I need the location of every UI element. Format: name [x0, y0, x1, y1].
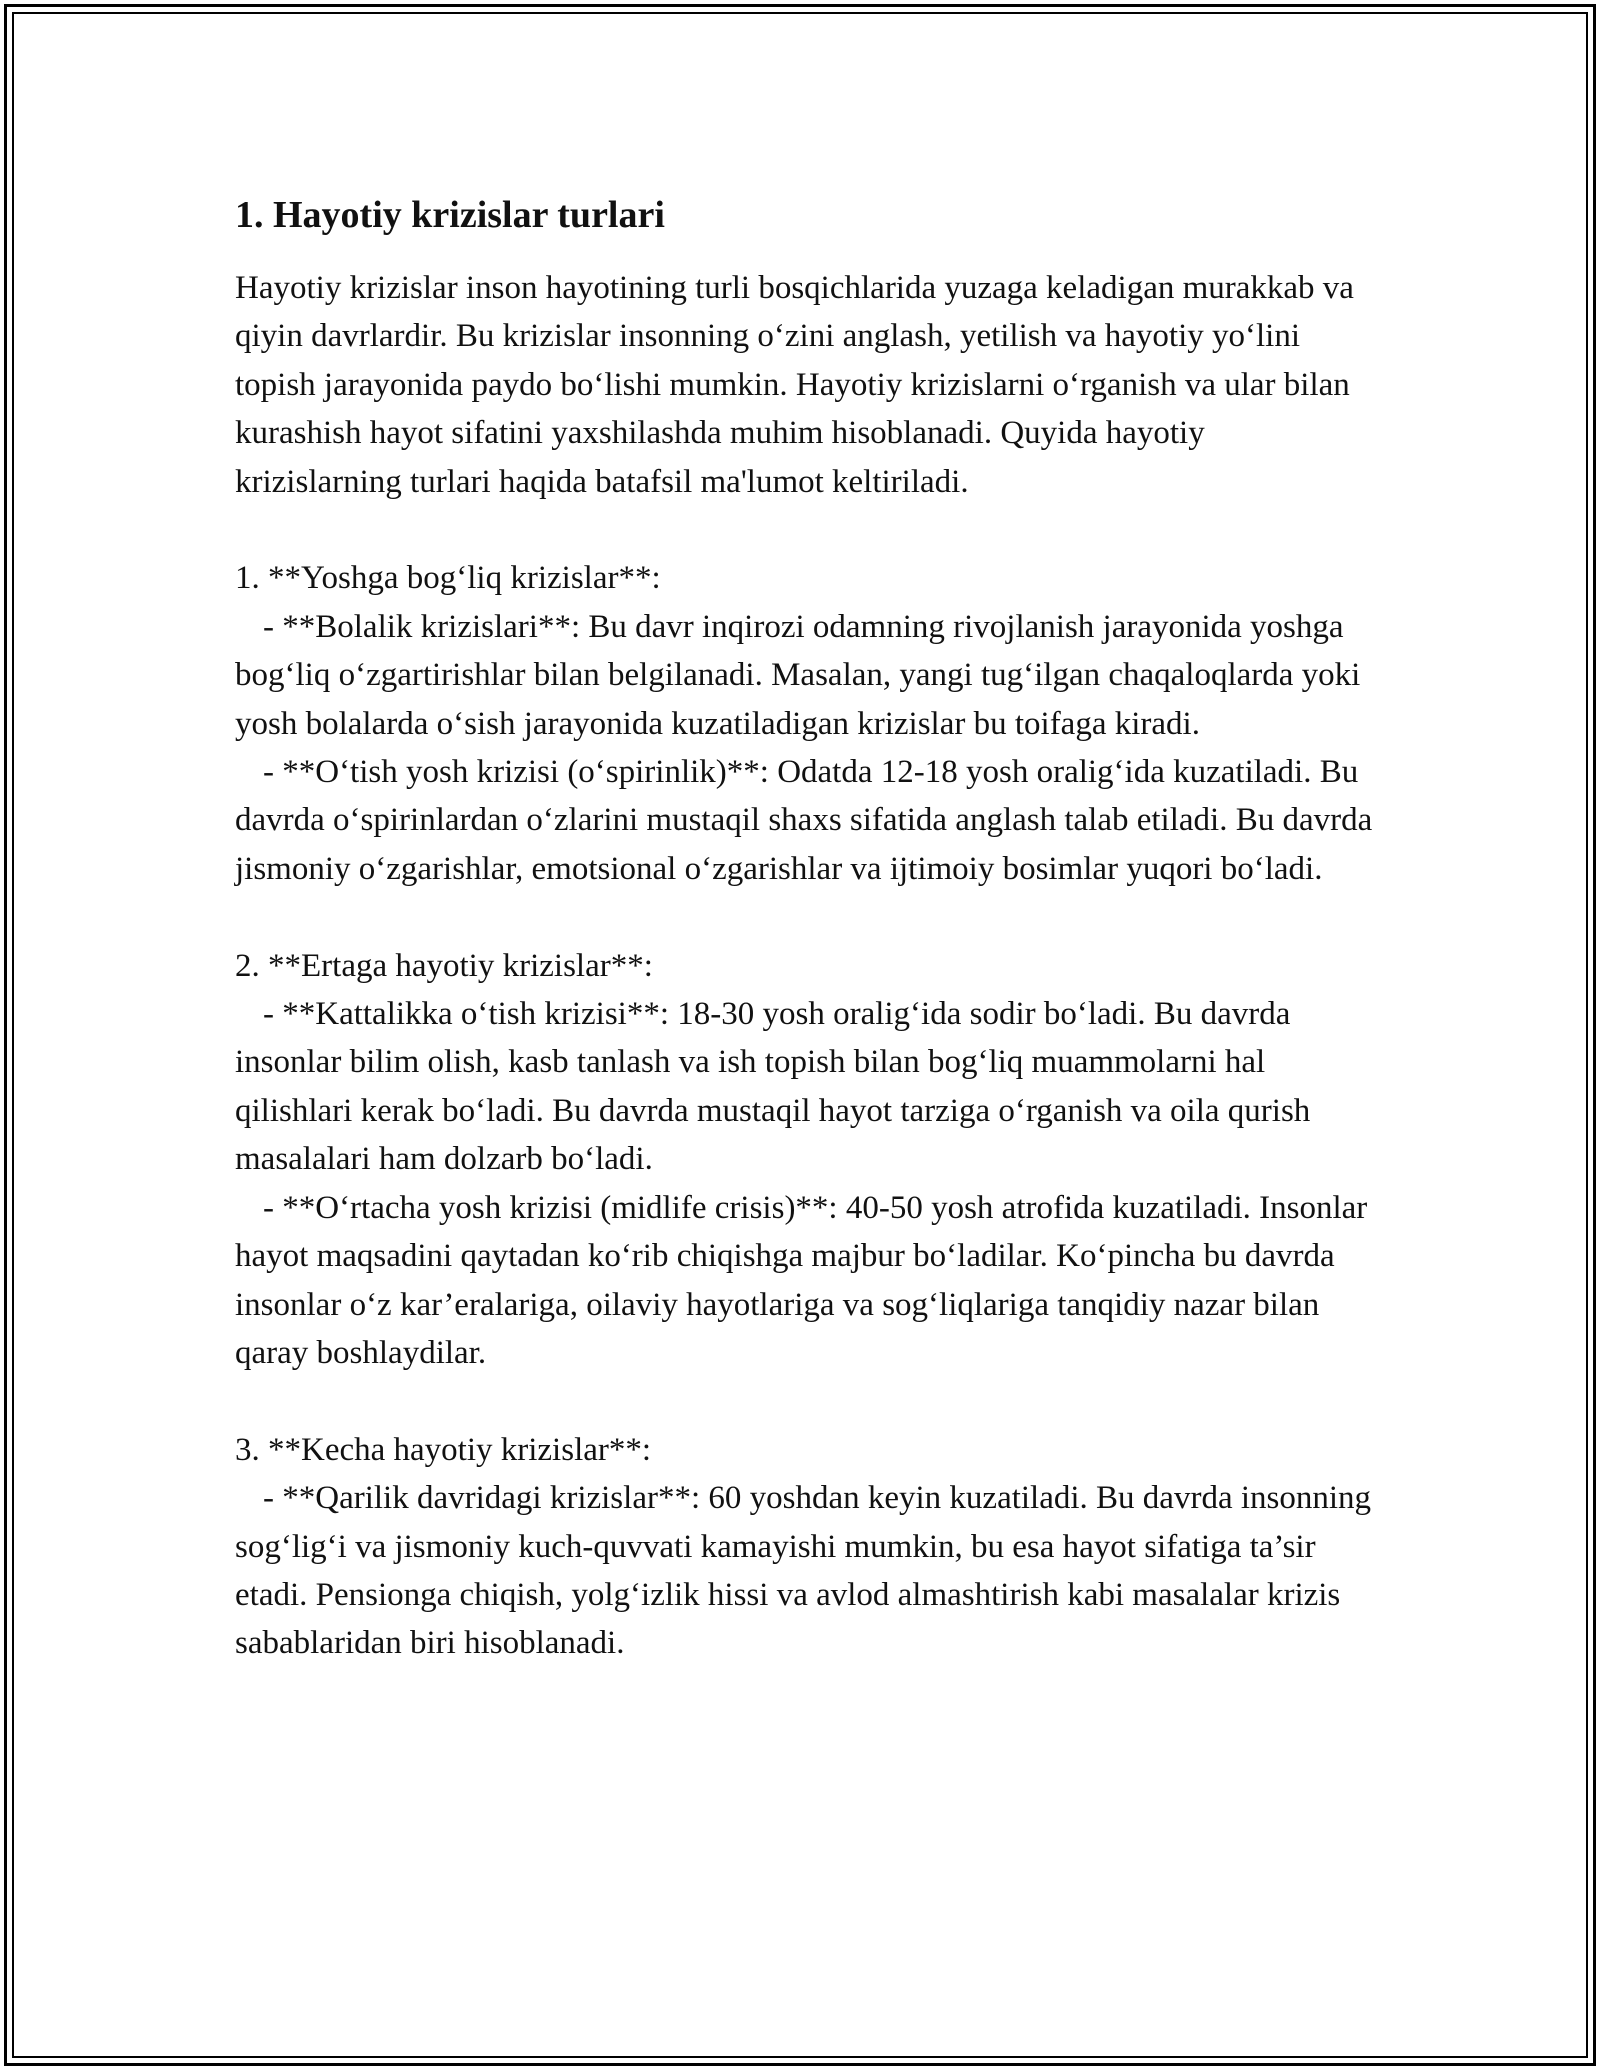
list-section-title: 3. **Kecha hayotiy krizislar**: — [235, 1431, 652, 1468]
list-section-title: 2. **Ertaga hayotiy krizislar**: — [235, 947, 653, 984]
list-item: - **Kattalikka o‘tish krizisi**: 18-30 yosh oralig‘ida sodir bo‘ladi. Bu davrda insonlar bilim olish, kasb tanlash va ish topish bilan bog‘liq muammolarni hal qilishlari kerak bo‘ladi. Bu davrda mustaqil hayot tarziga o‘rganish va oila qurish masalalari ham dolzarb bo‘ladi. — [235, 996, 1311, 1178]
list-section-age-related — [235, 554, 1375, 893]
list-item: - **O‘tish yosh krizisi (o‘spirinlik)**: Odatda 12-18 yosh oralig‘ida kuzatiladi. Bu davrda o‘spirinlardan o‘zlarini mustaqil shaxs sifatida anglash talab etiladi. Bu davrda jismoniy o‘zgarishlar, emotsional o‘zgarishlar va ijtimoiy bosimlar yuqori bo‘ladi. — [235, 754, 1373, 887]
document-body — [235, 186, 1375, 1668]
list-item: - **O‘rtacha yosh krizisi (midlife crisis)**: 40-50 yosh atrofida kuzatiladi. Insonlar hayot maqsadini qaytadan ko‘rib chiqishga majbur bo‘ladilar. Ko‘pincha bu davrda insonlar o‘z kar’eralariga, oilaviy hayotlariga va sog‘liqlariga tanqidiy nazar bilan qaray boshlaydilar. — [235, 1189, 1368, 1371]
list-section-title: 1. **Yoshga bog‘liq krizislar**: — [235, 560, 661, 597]
section-heading: 1. Hayotiy krizislar turlari — [235, 194, 665, 236]
list-section-late-life — [235, 1426, 1375, 1668]
intro-paragraph: Hayotiy krizislar inson hayotining turli bosqichlarida yuzaga keladigan murakkab va qiyin davrlardir. Bu krizislar insonning o‘zini anglash, yetilish va hayotiy yo‘lini topish jarayonida paydo bo‘lishi mumkin. Hayotiy krizislarni o‘rganish va ular bilan kurashish hayot sifatini yaxshilashda muhim hisoblanadi. Quyida hayotiy krizislarning turlari haqida batafsil ma'lumot keltiriladi. — [235, 270, 1354, 500]
list-item: - **Qarilik davridagi krizislar**: 60 yoshdan keyin kuzatiladi. Bu davrda insonning sog‘lig‘i va jismoniy kuch-quvvati kamayishi mumkin, bu esa hayot sifatiga ta’sir etadi. Pensionga chiqish, yolg‘izlik hissi va avlod almashtirish kabi masalalar krizis sabablaridan biri hisoblanadi. — [235, 1480, 1372, 1662]
list-item: - **Bolalik krizislari**: Bu davr inqirozi odamning rivojlanish jarayonida yoshga bog‘liq o‘zgartirishlar bilan belgilanadi. Masalan, yangi tug‘ilgan chaqaloqlarda yoki yosh bolalarda o‘sish jarayonida kuzatiladigan krizislar bu toifaga kiradi. — [235, 608, 1361, 742]
list-section-early-life — [235, 942, 1375, 1378]
